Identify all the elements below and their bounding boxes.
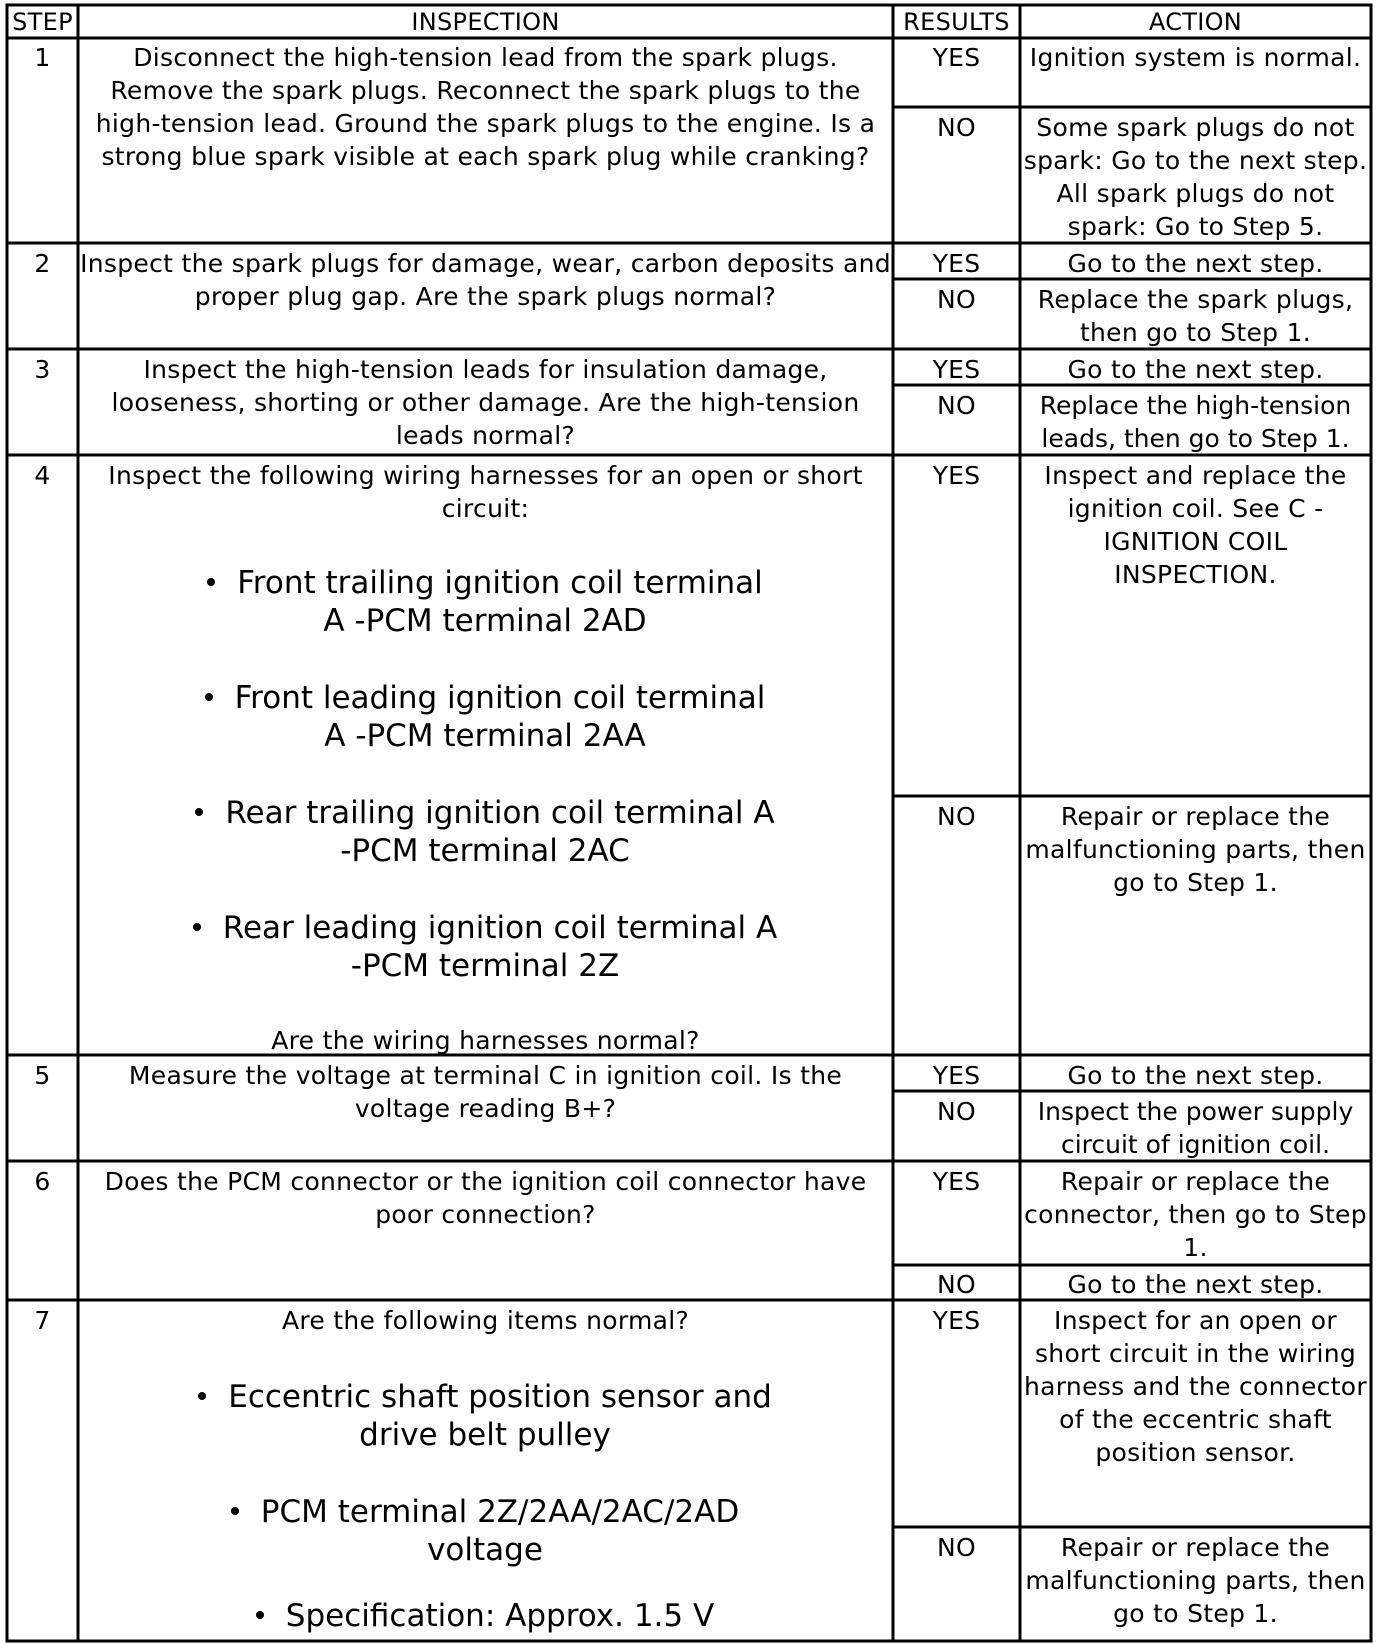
result-yes: YES	[932, 249, 981, 278]
action-yes: Inspect and replace the ignition coil. See C - IGNITION COIL INSPECTION.	[1044, 461, 1347, 589]
bullet-line: voltage	[427, 1532, 543, 1568]
bullet-item	[100, 1493, 870, 1569]
result-no: NO	[937, 285, 976, 314]
inspection-text: Inspect the following wiring harnesses for an open or short circuit:	[108, 461, 863, 523]
bullet-line: Front leading ignition coil terminal	[234, 680, 766, 716]
inspection-text: Inspect the spark plugs for damage, wear, carbon deposits and proper plug gap. Are the spark plugs normal?	[80, 249, 891, 311]
bullet-icon	[205, 693, 213, 701]
result-yes: YES	[932, 1061, 981, 1090]
bullet-item	[100, 564, 870, 640]
bullet-line: -PCM terminal 2Z	[350, 948, 620, 984]
bullet-item	[100, 1597, 870, 1635]
bullet-icon	[207, 578, 215, 586]
bullet-icon	[193, 923, 201, 931]
header-action: ACTION	[1148, 8, 1243, 36]
bullet-icon	[198, 1392, 206, 1400]
step-number: 1	[34, 43, 51, 72]
result-yes: YES	[932, 1167, 981, 1196]
action-no: Replace the high-tension leads, then go to Step 1.	[1039, 391, 1352, 453]
header-results: RESULTS	[903, 8, 1010, 36]
header-inspection: INSPECTION	[411, 8, 560, 36]
action-no: Repair or replace the malfunctioning parts, then go to Step 1.	[1025, 1533, 1366, 1628]
bullet-line: PCM terminal 2Z/2AA/2AC/2AD	[260, 1494, 740, 1530]
result-no: NO	[937, 1533, 976, 1562]
bullet-icon	[195, 808, 203, 816]
result-yes: YES	[932, 355, 981, 384]
result-no: NO	[937, 1097, 976, 1126]
bullet-item	[100, 909, 870, 985]
header-step: STEP	[12, 8, 73, 36]
result-yes: YES	[932, 1306, 981, 1335]
result-no: NO	[937, 391, 976, 420]
step-number: 5	[34, 1061, 51, 1090]
action-yes: Go to the next step.	[1067, 1061, 1324, 1090]
step-number: 3	[34, 355, 51, 384]
action-no: Some spark plugs do not spark: Go to the next step. All spark plugs do not spark: Go to Step 5.	[1023, 113, 1368, 241]
bullet-icon	[231, 1507, 239, 1515]
inspection-text: Are the following items normal?	[281, 1306, 690, 1335]
inspection-text: Inspect the high-tension leads for insulation damage, looseness, shorting or other damage. Are the high-tension leads normal?	[111, 355, 860, 450]
result-no: NO	[937, 802, 976, 831]
bullet-line: drive belt pulley	[359, 1417, 611, 1453]
action-yes: Go to the next step.	[1067, 355, 1324, 384]
step-number: 2	[34, 249, 51, 278]
result-no: NO	[937, 1270, 976, 1299]
bullet-icon	[256, 1611, 264, 1619]
bullet-line: Front trailing ignition coil terminal	[237, 565, 763, 601]
bullet-line: -PCM terminal 2AC	[340, 833, 630, 869]
action-yes: Inspect for an open or short circuit in the wiring harness and the connector of the eccentric shaft position sensor.	[1024, 1306, 1367, 1467]
step-number: 7	[34, 1306, 51, 1335]
step-number: 6	[34, 1167, 51, 1196]
inspection-text: Disconnect the high-tension lead from the spark plugs. Remove the spark plugs. Reconnect the spark plugs to the high-tension lead. Ground the spark plugs to the engine. Is a strong blue spark visible at each spark plug while cranking?	[95, 43, 876, 171]
bullet-item	[100, 794, 870, 870]
result-yes: YES	[932, 461, 981, 490]
bullet-line: Eccentric shaft position sensor and	[228, 1379, 772, 1415]
bullet-line: Rear trailing ignition coil terminal A	[225, 795, 775, 831]
action-no: Inspect the power supply circuit of ignition coil.	[1037, 1097, 1354, 1159]
action-no: Go to the next step.	[1067, 1270, 1324, 1299]
action-no: Repair or replace the malfunctioning parts, then go to Step 1.	[1025, 802, 1366, 897]
inspection-text: Does the PCM connector or the ignition coil connector have poor connection?	[104, 1167, 867, 1229]
inspection-text: Measure the voltage at terminal C in ignition coil. Is the voltage reading B+?	[128, 1061, 843, 1123]
action-yes: Ignition system is normal.	[1029, 43, 1362, 72]
bullet-line: Rear leading ignition coil terminal A	[222, 910, 778, 946]
bullet-line: Specification: Approx. 1.5 V	[285, 1598, 715, 1634]
step-number: 4	[34, 461, 51, 490]
bullet-item	[100, 1378, 870, 1454]
bullet-item	[100, 679, 870, 755]
action-yes: Repair or replace the connector, then go to Step 1.	[1024, 1167, 1367, 1262]
result-no: NO	[937, 113, 976, 142]
action-no: Replace the spark plugs, then go to Step 1.	[1037, 285, 1354, 347]
bullet-line: A -PCM terminal 2AA	[324, 718, 646, 754]
result-yes: YES	[932, 43, 981, 72]
bullet-line: A -PCM terminal 2AD	[323, 603, 647, 639]
inspection-question: Are the wiring harnesses normal?	[271, 1026, 700, 1055]
action-yes: Go to the next step.	[1067, 249, 1324, 278]
